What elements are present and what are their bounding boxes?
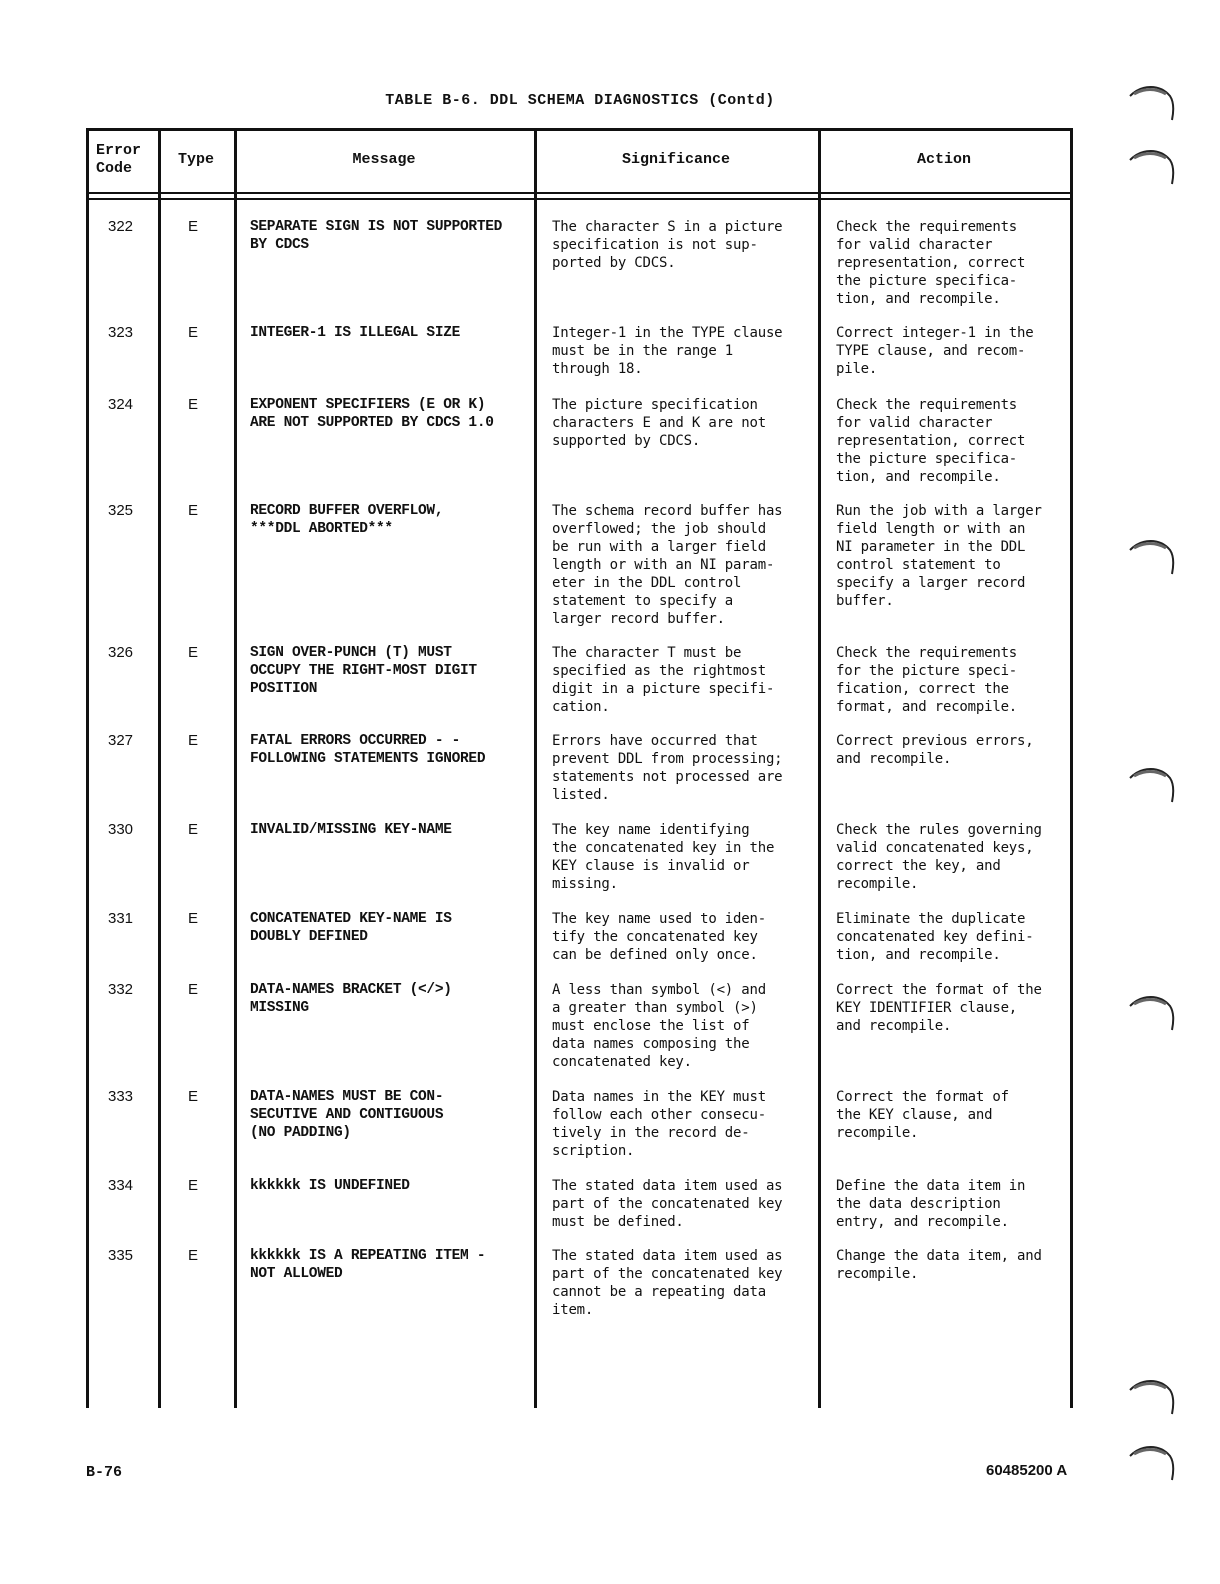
error-code: 334	[108, 1177, 134, 1194]
table-row	[86, 910, 1072, 981]
diagnostics-table	[86, 128, 1072, 1408]
error-message: DATA-NAMES MUST BE CON- SECUTIVE AND CONTIGUOUS (NO PADDING)	[250, 1089, 444, 1141]
error-type: E	[188, 910, 199, 927]
error-action: Eliminate the duplicate concatenated key defini- tion, and recompile.	[836, 911, 1034, 963]
binder-hole-icon	[1128, 1442, 1176, 1482]
error-action: Define the data item in the data description entry, and recompile.	[836, 1178, 1026, 1230]
error-code: 325	[108, 502, 134, 519]
error-code: 330	[108, 821, 134, 838]
error-code: 333	[108, 1088, 134, 1105]
error-code: 324	[108, 396, 134, 413]
binder-hole-icon	[1128, 82, 1176, 122]
error-action: Change the data item, and recompile.	[836, 1248, 1042, 1282]
error-code: 323	[108, 324, 134, 341]
table-row	[86, 981, 1072, 1088]
error-significance: Integer-1 in the TYPE clause must be in the range 1 through 18.	[552, 325, 783, 377]
error-code: 322	[108, 218, 134, 235]
error-action: Check the requirements for valid character representation, correct the picture specifica- tion, and recompile.	[836, 219, 1026, 307]
error-message: INVALID/MISSING KEY-NAME	[250, 822, 452, 838]
error-type: E	[188, 981, 199, 998]
error-significance: A less than symbol (<) and a greater than symbol (>) must enclose the list of data names composing the concatenated key.	[552, 982, 766, 1070]
document-number: 60485200 A	[986, 1462, 1068, 1479]
table-row	[86, 644, 1072, 732]
table-row	[86, 1088, 1072, 1177]
error-message: SEPARATE SIGN IS NOT SUPPORTED BY CDCS	[250, 219, 503, 253]
column-header-type: Type	[177, 151, 214, 168]
table-body	[86, 218, 1072, 1337]
binder-hole-icon	[1128, 146, 1176, 186]
error-significance: The character T must be specified as the rightmost digit in a picture specifi- cation.	[552, 645, 775, 715]
column-header-action: Action	[916, 151, 971, 168]
error-action: Check the requirements for valid character representation, correct the picture specifica- tion, and recompile.	[836, 397, 1026, 485]
error-message: DATA-NAMES BRACKET (</>) MISSING	[250, 982, 452, 1016]
error-significance: The stated data item used as part of the concatenated key cannot be a repeating data item.	[552, 1248, 783, 1318]
error-significance: Data names in the KEY must follow each other consecu- tively in the record de- scription.	[552, 1089, 766, 1159]
table-row	[86, 732, 1072, 821]
error-type: E	[188, 1177, 199, 1194]
error-type: E	[188, 324, 199, 341]
error-code: 327	[108, 732, 134, 749]
binder-hole-icon	[1128, 992, 1176, 1032]
error-message: CONCATENATED KEY-NAME IS DOUBLY DEFINED	[250, 911, 452, 945]
error-significance: The key name used to iden- tify the concatenated key can be defined only once.	[552, 911, 766, 963]
table-row	[86, 1177, 1072, 1247]
error-significance: The picture specification characters E and K are not supported by CDCS.	[552, 397, 766, 449]
column-header-significance: Significance	[621, 151, 731, 168]
error-type: E	[188, 644, 199, 661]
table-row	[86, 218, 1072, 324]
error-message: FATAL ERRORS OCCURRED - - FOLLOWING STATEMENTS IGNORED	[250, 733, 486, 767]
table-row	[86, 502, 1072, 644]
error-type: E	[188, 396, 199, 413]
error-significance: The character S in a picture specification is not sup- ported by CDCS.	[552, 219, 783, 271]
error-action: Correct the format of the KEY IDENTIFIER clause, and recompile.	[836, 982, 1042, 1034]
error-significance: The stated data item used as part of the concatenated key must be defined.	[552, 1178, 783, 1230]
error-type: E	[188, 1088, 199, 1105]
error-type: E	[188, 218, 199, 235]
error-message: EXPONENT SPECIFIERS (E OR K) ARE NOT SUPPORTED BY CDCS 1.0	[250, 397, 494, 431]
column-header-error-code: Error Code	[96, 142, 142, 177]
error-type: E	[188, 821, 199, 838]
table-row	[86, 396, 1072, 502]
error-message: kkkkkk IS A REPEATING ITEM - NOT ALLOWED	[250, 1248, 486, 1282]
error-code: 332	[108, 981, 134, 998]
table-row	[86, 821, 1072, 910]
table-row	[86, 1247, 1072, 1337]
error-code: 335	[108, 1247, 134, 1264]
error-action: Check the rules governing valid concatenated keys, correct the key, and recompile.	[836, 822, 1042, 892]
error-action: Run the job with a larger field length or with an NI parameter in the DDL control statement to specify a larger record buffer.	[836, 503, 1042, 609]
error-action: Check the requirements for the picture speci- fication, correct the format, and recompile.	[836, 645, 1018, 715]
column-header-message: Message	[352, 151, 416, 168]
error-message: SIGN OVER-PUNCH (T) MUST OCCUPY THE RIGHT-MOST DIGIT POSITION	[250, 645, 477, 697]
binder-hole-icon	[1128, 536, 1176, 576]
binder-hole-icon	[1128, 764, 1176, 804]
error-action: Correct previous errors, and recompile.	[836, 733, 1034, 767]
error-type: E	[188, 1247, 199, 1264]
page-number: B-76	[86, 1464, 123, 1481]
error-message: kkkkkk IS UNDEFINED	[250, 1178, 410, 1194]
error-code: 326	[108, 644, 134, 661]
table-row	[86, 324, 1072, 396]
binder-hole-icon	[1128, 1376, 1176, 1416]
page-title: TABLE B-6. DDL SCHEMA DIAGNOSTICS (Contd)	[385, 92, 775, 109]
error-message: RECORD BUFFER OVERFLOW, ***DDL ABORTED***	[250, 503, 444, 537]
error-type: E	[188, 502, 199, 519]
error-action: Correct the format of the KEY clause, and recompile.	[836, 1089, 1009, 1141]
error-message: INTEGER-1 IS ILLEGAL SIZE	[250, 325, 461, 341]
error-code: 331	[108, 910, 134, 927]
error-action: Correct integer-1 in the TYPE clause, and recom- pile.	[836, 325, 1034, 377]
error-type: E	[188, 732, 199, 749]
error-significance: The key name identifying the concatenated key in the KEY clause is invalid or missing.	[552, 822, 775, 892]
error-significance: Errors have occurred that prevent DDL from processing; statements not processed are listed.	[552, 733, 783, 803]
error-significance: The schema record buffer has overflowed; the job should be run with a larger field length or with an NI param- eter in the DDL control statement to specify a larger record buffer.	[552, 503, 783, 627]
